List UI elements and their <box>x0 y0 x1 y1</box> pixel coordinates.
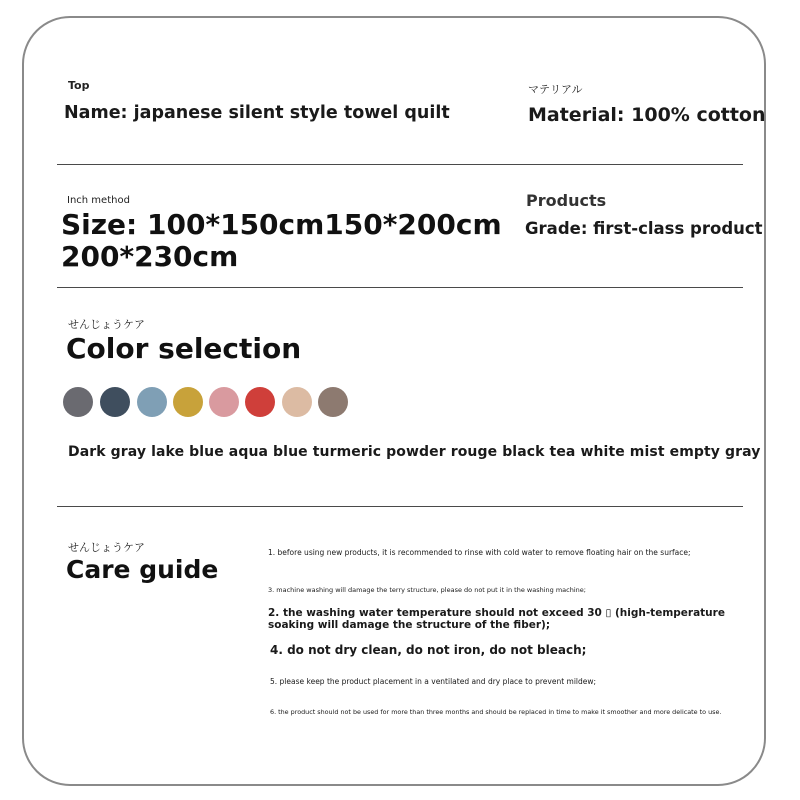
material-label: マテリアル <box>528 83 583 96</box>
color-section-label: せんじょうケア <box>68 318 145 331</box>
divider <box>57 287 743 288</box>
color-swatch-empty-gray[interactable] <box>318 387 348 417</box>
care-guide-title: Care guide <box>66 555 219 584</box>
info-card <box>22 16 766 786</box>
care-section-label: せんじょうケア <box>68 541 145 554</box>
care-item: 5. please keep the product placement in a ventilated and dry place to prevent mildew; <box>270 677 597 686</box>
size-line-1: Size: 100*150cm150*200cm <box>61 208 502 241</box>
size-label: Inch method <box>67 195 130 206</box>
size-line-2: 200*230cm <box>61 240 239 273</box>
care-item: 3. machine washing will damage the terry structure, please do not put it in the washing machine; <box>268 586 586 594</box>
color-swatch-dark-gray[interactable] <box>63 387 93 417</box>
top-label: Top <box>68 79 90 92</box>
divider <box>57 506 743 507</box>
product-name: Name: japanese silent style towel quilt <box>64 103 450 123</box>
care-item: 4. do not dry clean, do not iron, do not bleach; <box>270 643 587 657</box>
care-item: 1. before using new products, it is recommended to rinse with cold water to remove floating hair on the surface; <box>268 548 691 557</box>
color-swatch-white-mist[interactable] <box>282 387 312 417</box>
color-selection-title: Color selection <box>66 332 302 365</box>
care-item: 6. the product should not be used for more than three months and should be replaced in time to make it smoother and more delicate to use. <box>270 708 722 716</box>
color-swatch-turmeric[interactable] <box>173 387 203 417</box>
grade-value: Grade: first-class product <box>525 219 763 238</box>
color-swatch-black-tea[interactable] <box>245 387 275 417</box>
divider <box>57 164 743 165</box>
color-names: Dark gray lake blue aqua blue turmeric powder rouge black tea white mist empty gray <box>68 444 761 460</box>
color-swatch-powder-rouge[interactable] <box>209 387 239 417</box>
care-item: 2. the washing water temperature should not exceed 30 ▯ (high-temperature soaking will damage the structure of the fiber); <box>268 607 725 631</box>
material-value: Material: 100% cotton <box>528 104 766 126</box>
color-swatch-aqua-blue[interactable] <box>137 387 167 417</box>
products-label: Products <box>526 191 607 210</box>
color-swatch-lake-blue[interactable] <box>100 387 130 417</box>
